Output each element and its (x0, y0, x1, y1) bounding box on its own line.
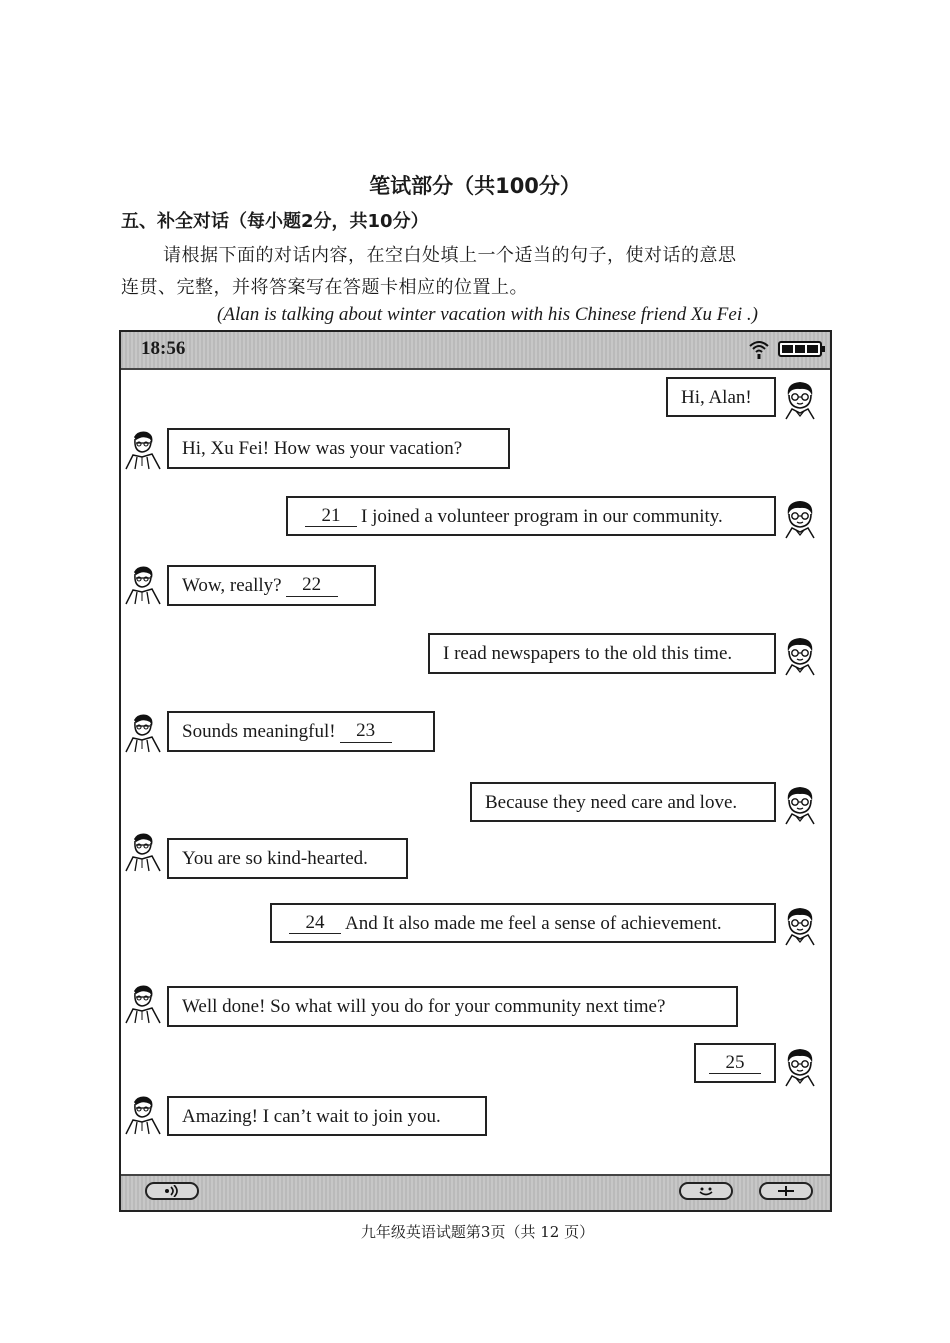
message-prefix: Wow, really? (182, 575, 282, 596)
instruction-line-1: 请根据下面的对话内容，在空白处填上一个适当的句子，使对话的意思 (163, 245, 737, 266)
alan-avatar-icon (123, 563, 163, 605)
add-button[interactable] (759, 1182, 813, 1200)
message-bubble (167, 838, 408, 879)
alan-avatar-icon (123, 711, 163, 753)
emoji-button[interactable] (679, 1182, 733, 1200)
message-bubble (470, 782, 776, 822)
xufei-avatar-icon (780, 783, 820, 825)
page-footer: 九年级英语试题第3页（共 12 页） (360, 1223, 595, 1241)
message-bubble (167, 711, 435, 752)
message-text: I read newspapers to the old this time. (443, 643, 733, 664)
message-text: And It also made me feel a sense of achievement. (345, 912, 722, 934)
answer-blank-23: 23 (340, 720, 392, 743)
alan-avatar-icon (123, 1093, 163, 1135)
battery-icon (778, 341, 822, 357)
voice-button[interactable] (145, 1182, 199, 1200)
message-bubble (428, 633, 776, 674)
message-bubble (167, 565, 376, 606)
wifi-icon (748, 338, 770, 360)
message-text: Because they need care and love. (485, 791, 738, 813)
status-time: 18:56 (141, 338, 186, 359)
xufei-avatar-icon (780, 634, 820, 676)
plus-icon (775, 1185, 797, 1197)
section-title: 笔试部分（共100分） (369, 174, 581, 198)
xufei-avatar-icon (780, 1045, 820, 1087)
alan-avatar-icon (123, 428, 163, 470)
answer-blank-24: 24 (289, 912, 341, 935)
message-bubble (270, 903, 776, 943)
voice-icon (161, 1185, 183, 1197)
status-bar (121, 332, 830, 370)
xufei-avatar-icon (780, 378, 820, 420)
alan-avatar-icon (123, 982, 163, 1024)
bottom-toolbar (121, 1174, 830, 1210)
instruction-line-2: 连贯、完整，并将答案写在答题卡相应的位置上。 (121, 277, 528, 298)
message-text: Hi, Xu Fei! How was your vacation? (182, 438, 463, 459)
answer-blank-21: 21 (305, 505, 357, 528)
message-bubble (286, 496, 776, 536)
message-text: Hi, Alan! (681, 386, 752, 408)
message-bubble (167, 428, 510, 469)
message-text: I joined a volunteer program in our community. (361, 505, 723, 527)
message-bubble (167, 1096, 487, 1136)
context-line: (Alan is talking about winter vacation with his Chinese friend Xu Fei .) (217, 304, 758, 325)
message-bubble (694, 1043, 776, 1083)
message-text: You are so kind-hearted. (182, 848, 368, 869)
question-heading: 五、补全对话（每小题2分，共10分） (121, 211, 429, 232)
message-prefix: Sounds meaningful! (182, 721, 336, 742)
xufei-avatar-icon (780, 497, 820, 539)
emoji-icon (695, 1185, 717, 1197)
answer-blank-25: 25 (709, 1052, 761, 1075)
message-bubble (666, 377, 776, 417)
message-text: Well done! So what will you do for your community next time? (182, 996, 666, 1017)
alan-avatar-icon (123, 830, 163, 872)
message-bubble (167, 986, 738, 1027)
message-text: Amazing! I can’t wait to join you. (182, 1105, 441, 1127)
xufei-avatar-icon (780, 904, 820, 946)
answer-blank-22: 22 (286, 574, 338, 597)
